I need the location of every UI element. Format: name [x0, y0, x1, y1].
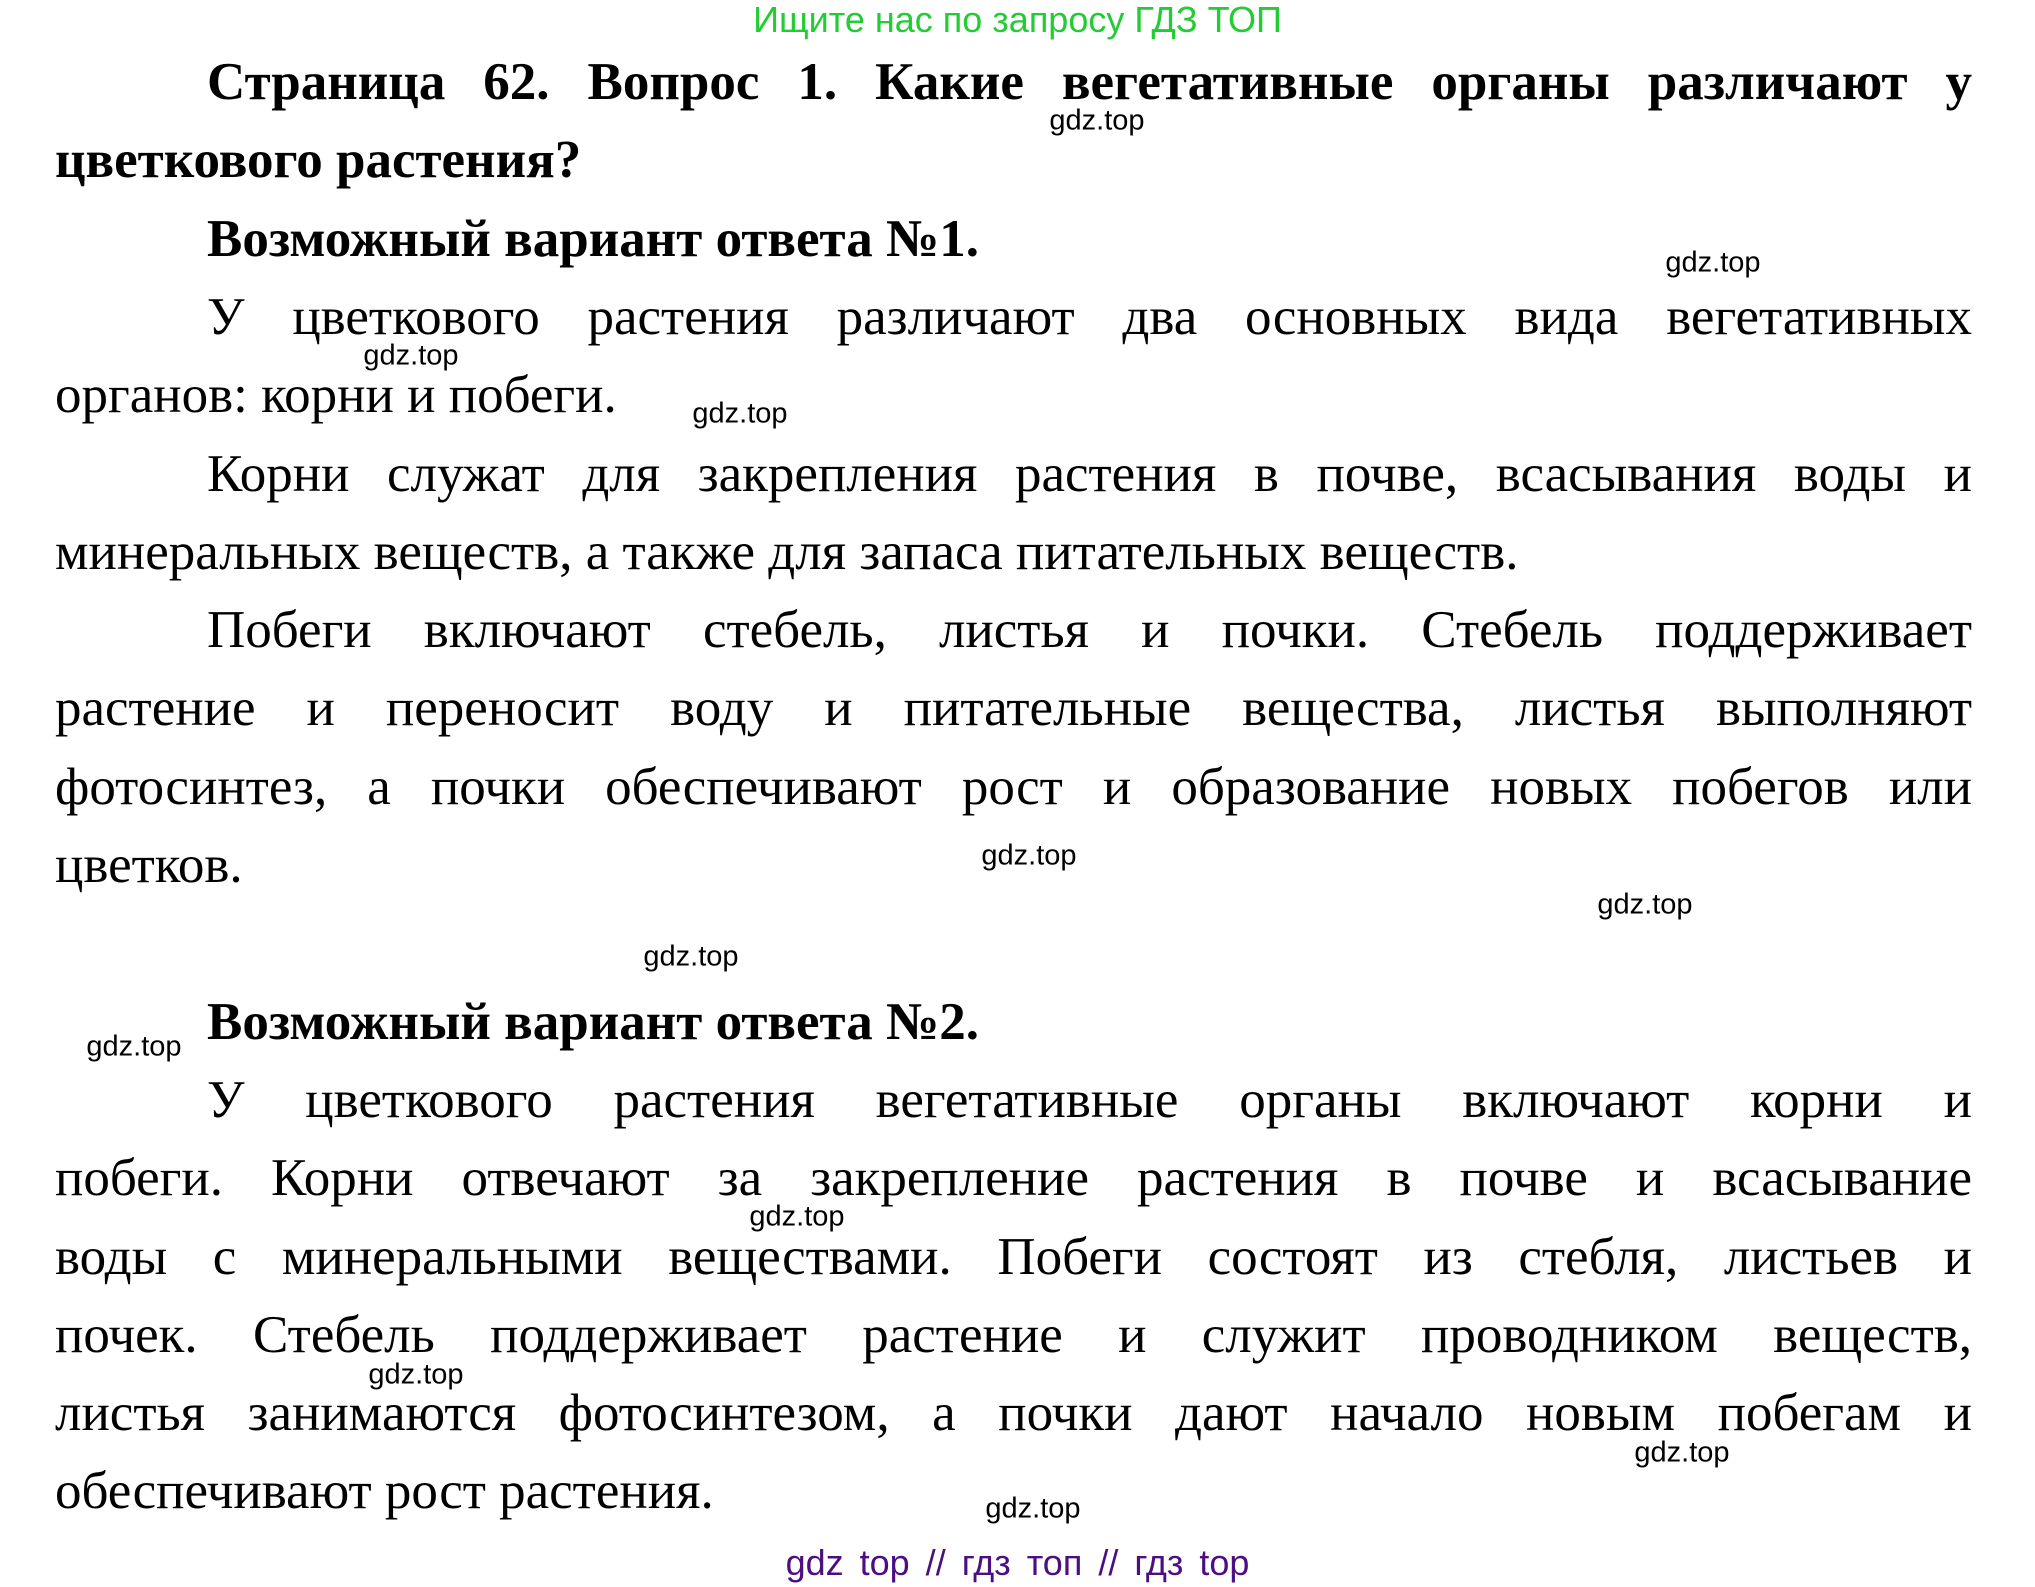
watermark-text: gdz.top: [1665, 246, 1761, 279]
question-title: цветкового растения?: [55, 131, 582, 190]
answer-line: фотосинтез, а почки обеспечивают рост и образование новых побегов или: [55, 757, 1972, 816]
search-banner: Ищите нас по запросу ГДЗ ТОП: [753, 0, 1282, 40]
watermark-text: gdz.top: [985, 1492, 1081, 1525]
footer-watermark: gdz top // гдз топ // гдз top: [785, 1542, 1250, 1583]
watermark-text: gdz.top: [981, 839, 1077, 872]
answer-line: Корни служат для закрепления растения в почве, всасывания воды и: [207, 444, 1972, 503]
watermark-text: gdz.top: [1597, 888, 1693, 921]
answer-line: воды с минеральными веществами. Побеги состоят из стебля, листьев и: [55, 1227, 1972, 1286]
answer-line: растение и переносит воду и питательные вещества, листья выполняют: [55, 679, 1972, 738]
watermark-text: gdz.top: [1049, 104, 1145, 137]
watermark-text: gdz.top: [692, 397, 788, 430]
answer-heading: Возможный вариант ответа №2.: [207, 992, 979, 1051]
watermark-text: gdz.top: [643, 940, 739, 973]
answer-heading: Возможный вариант ответа №1.: [207, 209, 979, 268]
answer-line: обеспечивают рост растения.: [55, 1462, 714, 1521]
watermark-text: gdz.top: [363, 339, 459, 372]
watermark-text: gdz.top: [86, 1030, 182, 1063]
watermark-text: gdz.top: [1634, 1436, 1730, 1469]
answer-line: цветков.: [55, 836, 243, 894]
answer-line: почек. Стебель поддерживает растение и служит проводником веществ,: [55, 1305, 1972, 1364]
answer-line: минеральных веществ, а также для запаса питательных веществ.: [55, 522, 1519, 581]
answer-line: Побеги включают стебель, листья и почки. Стебель поддерживает: [207, 601, 1972, 660]
answer-line: побеги. Корни отвечают за закрепление растения в почве и всасывание: [55, 1149, 1972, 1208]
question-title: Страница 62. Вопрос 1. Какие вегетативные органы различают у: [207, 53, 1972, 111]
answer-line: У цветкового растения различают два основных вида вегетативных: [207, 287, 1972, 346]
answer-line: У цветкового растения вегетативные органы включают корни и: [207, 1070, 1972, 1129]
answer-line: органов: корни и побеги.: [55, 366, 617, 425]
watermark-text: gdz.top: [368, 1358, 464, 1391]
answer-line: листья занимаются фотосинтезом, а почки дают начало новым побегам и: [55, 1384, 1972, 1443]
watermark-text: gdz.top: [749, 1200, 845, 1233]
